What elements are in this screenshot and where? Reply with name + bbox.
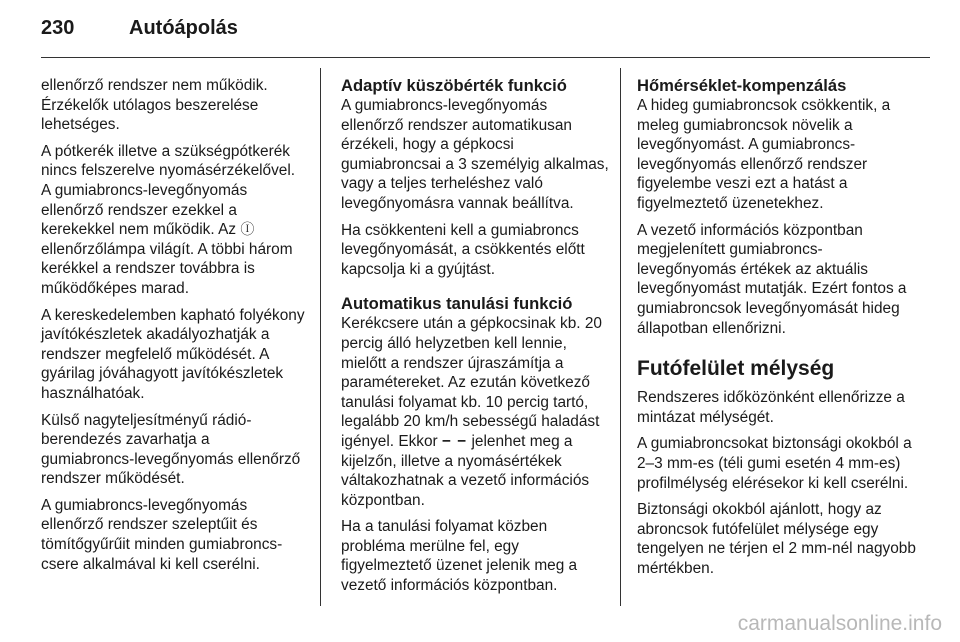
subheading: Adaptív küszöbérték funkció xyxy=(341,76,567,95)
paragraph: A gumiabroncs-levegőnyomás ellenőrző rendszer automatikusan érzékeli, hogy a gépkocsi gumiabroncsai a 3 személyig alkalmas, vagy a teljes terheléshez való levegőnyomásra vannak beállítva. xyxy=(341,97,609,212)
subheading: Automatikus tanulási funkció xyxy=(341,294,573,314)
paragraph xyxy=(41,142,306,299)
paragraph-text: Kerékcsere után a gépkocsinak kb. 20 percig álló helyzetben kell lennie, mielőtt a rendszer újraszámítja a paramétereket. Az ezután következő tanulási folyamat kb. 10 percig tartó, legalább 20 km/h sebességű haladást igényel. Ekkor xyxy=(341,315,602,450)
subheading: Hőmérséklet-kompenzálás xyxy=(637,76,847,95)
paragraph xyxy=(341,314,613,510)
paragraph: ellenőrző rendszer nem működik. Érzékelők utólagos beszerelése lehetséges. xyxy=(41,77,268,134)
column-2 xyxy=(341,76,613,603)
section-title: Autóápolás xyxy=(129,17,238,39)
column-1 xyxy=(41,76,306,581)
header-rule xyxy=(41,57,930,58)
paragraph: A gumiabroncsokat biztonsági okokból a 2–3 mm-es (téli gumi esetén 4 mm-es) profilmélység elérésekor ki kell cserélni. xyxy=(637,435,912,492)
dash-display-icon: − − xyxy=(441,432,468,450)
paragraph: A gumiabroncs-levegőnyomás ellenőrző rendszer szeleptűit és tömítőgyűrűit minden gumiabroncs-csere alkalmával ki kell cserélni. xyxy=(41,496,283,573)
paragraph: A kereskedelemben kapható folyékony javítókészletek akadályozhatják a rendszer megfelelő működését. A gyárilag jóváhagyott javítókészletek használhatóak. xyxy=(41,306,305,402)
tire-pressure-warning-icon: Ⓘ xyxy=(240,221,255,238)
section-heading: Futófelület mélység xyxy=(637,357,835,381)
paragraph-text: ellenőrzőlámpa világít. A többi három kerékkel a rendszer továbbra is működőképes marad. xyxy=(41,240,293,297)
column-divider xyxy=(320,68,321,606)
paragraph: A hideg gumiabroncsok csökkentik, a meleg gumiabroncsok növelik a levegőnyomást. A gumiabroncs-levegőnyomás ellenőrző rendszer figyelembe veszi ezt a hatást a figyelmeztető üzenetekhez. xyxy=(637,97,891,212)
paragraph: Külső nagyteljesítményű rádió-berendezés zavarhatja a gumiabroncs-levegőnyomás ellenőrző rendszer működését. xyxy=(41,411,301,488)
paragraph-text: A pótkerék illetve a szükségpótkerék nincs felszerelve nyomásérzékelővel. A gumiabroncs-levegőnyomás ellenőrző rendszer ezekkel a kerekekkel nem működik. Az xyxy=(41,142,296,239)
paragraph-text: jelenhet meg a kijelzőn, illetve a nyomásértékek váltakozhatnak a vezető információs központban. xyxy=(341,432,590,509)
page-header xyxy=(41,17,238,49)
watermark: carmanualsonline.info xyxy=(737,612,942,635)
paragraph: Ha a tanulási folyamat közben probléma merülne fel, egy figyelmeztető üzenet jelenik meg a vezető információs központban. xyxy=(341,518,578,595)
paragraph: A vezető információs központban megjelenített gumiabroncs-levegőnyomás értékek az aktuális levegőnyomást mutatják. Ezért fontos a gumiabroncsok levegőnyomását hideg állapotban ellenőrizni. xyxy=(637,221,907,337)
column-3 xyxy=(637,76,917,585)
paragraph: Biztonsági okokból ajánlott, hogy az abroncsok futófelület mélysége egy tengelyen ne térjen el 2 mm-nél nagyobb mértékben. xyxy=(637,501,916,577)
paragraph: Rendszeres időközönként ellenőrizze a mintázat mélységét. xyxy=(637,389,905,426)
column-divider xyxy=(620,68,621,606)
paragraph: Ha csökkenteni kell a gumiabroncs levegőnyomását, a csökkentés előtt kapcsolja ki a gyújtást. xyxy=(341,221,585,278)
page-number: 230 xyxy=(41,17,75,39)
